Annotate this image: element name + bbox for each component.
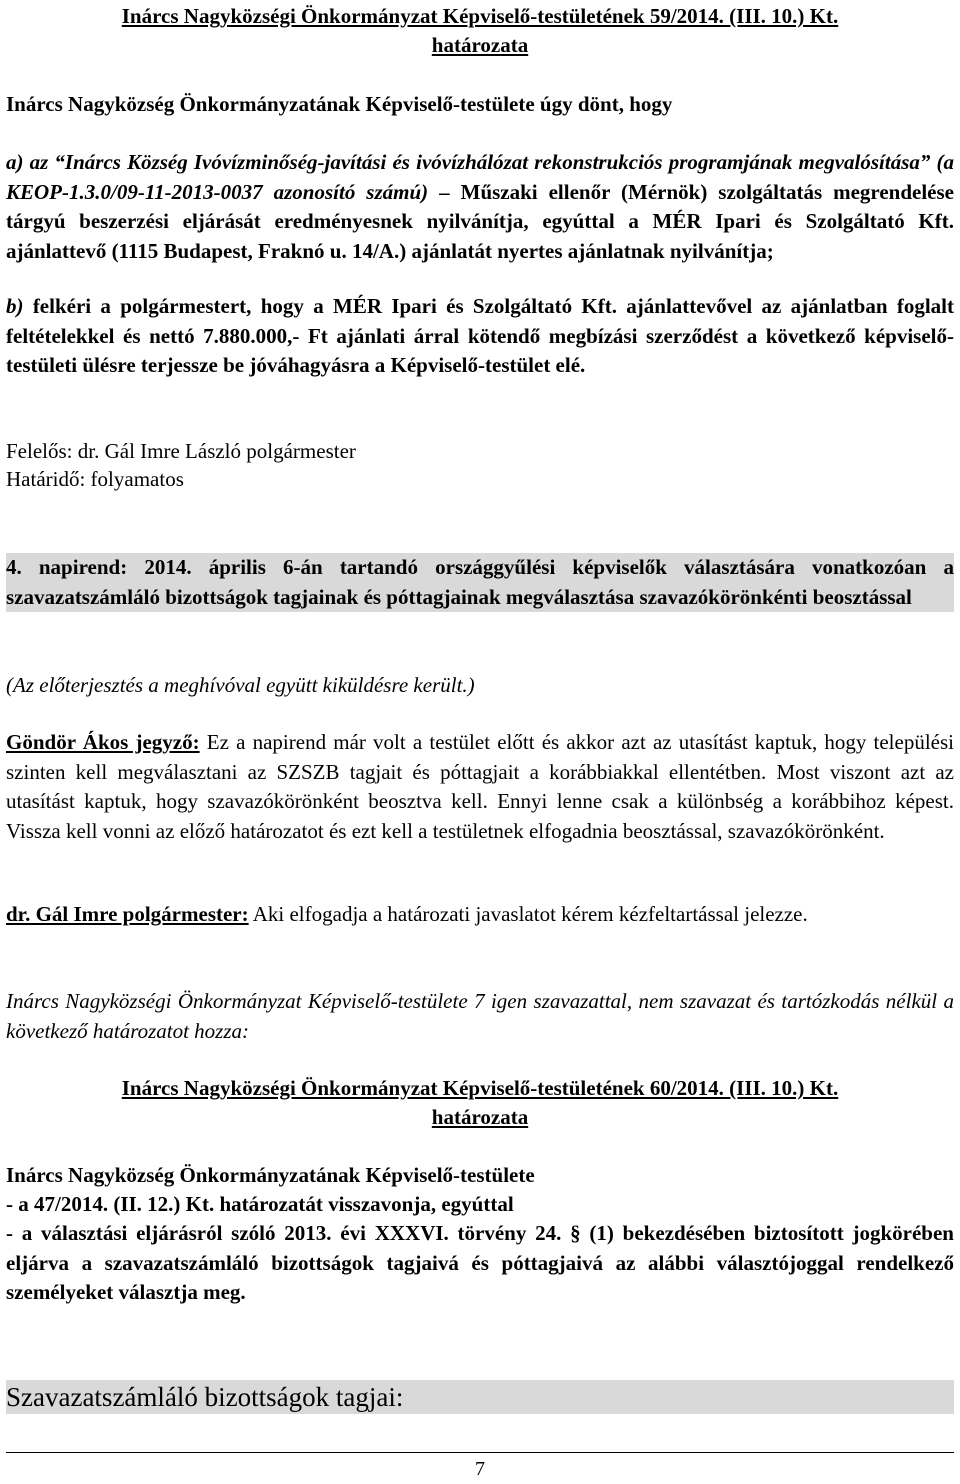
resolution-59-subtitle: határozata	[431, 33, 529, 57]
resolution-60-subtitle: határozata	[431, 1105, 529, 1129]
agenda-item-4-heading: 4. napirend: 2014. április 6-án tartandó országgyűlési képviselők választására vonatkozóan a szavazatszámláló bizottságok tagjainak és póttagjainak megválasztása szavazókörönkénti beosztással	[6, 553, 954, 612]
speaker-jegyzo: Göndör Ákos jegyző:	[6, 730, 200, 754]
item-b-label: b)	[6, 294, 24, 318]
item-a-project-text: a) az “Inárcs Község Ivóvízminőség-javítási és ivóvízhálózat rekonstrukciós programjának megvalósítása” (a KEOP-1.3.0/09-11-2013-0037 azonosító számú)	[6, 150, 954, 204]
resolution-59-item-a	[6, 148, 954, 266]
speech-jegyzo-text: Ez a napirend már volt a testület előtt és akkor azt az utasítást kaptuk, hogy települési szinten kell megválasztani az SZSZB tagjait és póttagjait a korábbiakkal ellentétben. Most viszont azt az utasítást kaptuk, hogy szavazókörönként beosztva kell. Ennyi lenne csak a különbség a korábbihoz képest. Vissza kell vonni az előző határozatot és ezt kell a testületnek elfogadnia beosztással, szavazókörönként.	[6, 730, 955, 843]
resolution-60-line2: - a 47/2014. (II. 12.) Kt. határozatát visszavonja, egyúttal	[6, 1192, 514, 1216]
section-heading: Szavazatszámláló bizottságok tagjai:	[6, 1380, 954, 1414]
speech-jegyzo	[6, 728, 954, 846]
resolution-60-line3: - a választási eljárásról szóló 2013. évi XXXVI. törvény 24. § (1) bekezdésében biztosított jogkörében eljárva a szavazatszámláló bizottságok tagjaivá és póttagjaivá az alábbi választójoggal rendelkező személyeket választja meg.	[6, 1221, 954, 1304]
resolution-60-title: Inárcs Nagyközségi Önkormányzat Képviselő-testületének 60/2014. (III. 10.) Kt.	[121, 1076, 839, 1100]
footer-divider	[6, 1452, 954, 1453]
responsible-person: Felelős: dr. Gál Imre László polgármester	[6, 439, 356, 463]
resolution-59-title: Inárcs Nagyközségi Önkormányzat Képviselő-testületének 59/2014. (III. 10.) Kt.	[121, 4, 839, 28]
resolution-59-item-b	[6, 292, 954, 381]
resolution-59-intro: Inárcs Nagyközség Önkormányzatának Képviselő-testülete úgy dönt, hogy	[6, 92, 673, 116]
speech-polgarmester	[6, 900, 954, 930]
item-a-decision-text: – Műszaki ellenőr (Mérnök) szolgáltatás megrendelése tárgyú beszerzési eljárását eredményesnek nyilvánítja, egyúttal a MÉR Ipari és Szolgáltató Kft. ajánlattevő (1115 Budapest, Fraknó u. 14/A.) ajánlatát nyertes ajánlatnak nyilvánítja;	[6, 179, 954, 263]
agenda-item-4-note: (Az előterjesztés a meghívóval együtt kiküldésre került.)	[6, 673, 475, 697]
item-b-text: felkéri a polgármestert, hogy a MÉR Ipari és Szolgáltató Kft. ajánlattevővel az ajánlatban foglalt feltételekkel és nettó 7.880.000,- Ft ajánlati árral kötendő megbízási szerződést a következő képviselő-testületi ülésre terjessze be jóváhagyásra a Képviselő-testület elé.	[6, 294, 954, 377]
page-number: 7	[475, 1458, 485, 1480]
deadline: Határidő: folyamatos	[6, 467, 184, 491]
vote-result: Inárcs Nagyközségi Önkormányzat Képviselő-testülete 7 igen szavazattal, nem szavazat és tartózkodás nélkül a következő határozatot hozza:	[6, 989, 954, 1043]
speaker-polgarmester: dr. Gál Imre polgármester:	[6, 902, 249, 926]
resolution-60-line1: Inárcs Nagyközség Önkormányzatának Képviselő-testülete	[6, 1163, 535, 1187]
speech-polgarmester-text: Aki elfogadja a határozati javaslatot kérem kézfeltartással jelezze.	[252, 902, 808, 926]
